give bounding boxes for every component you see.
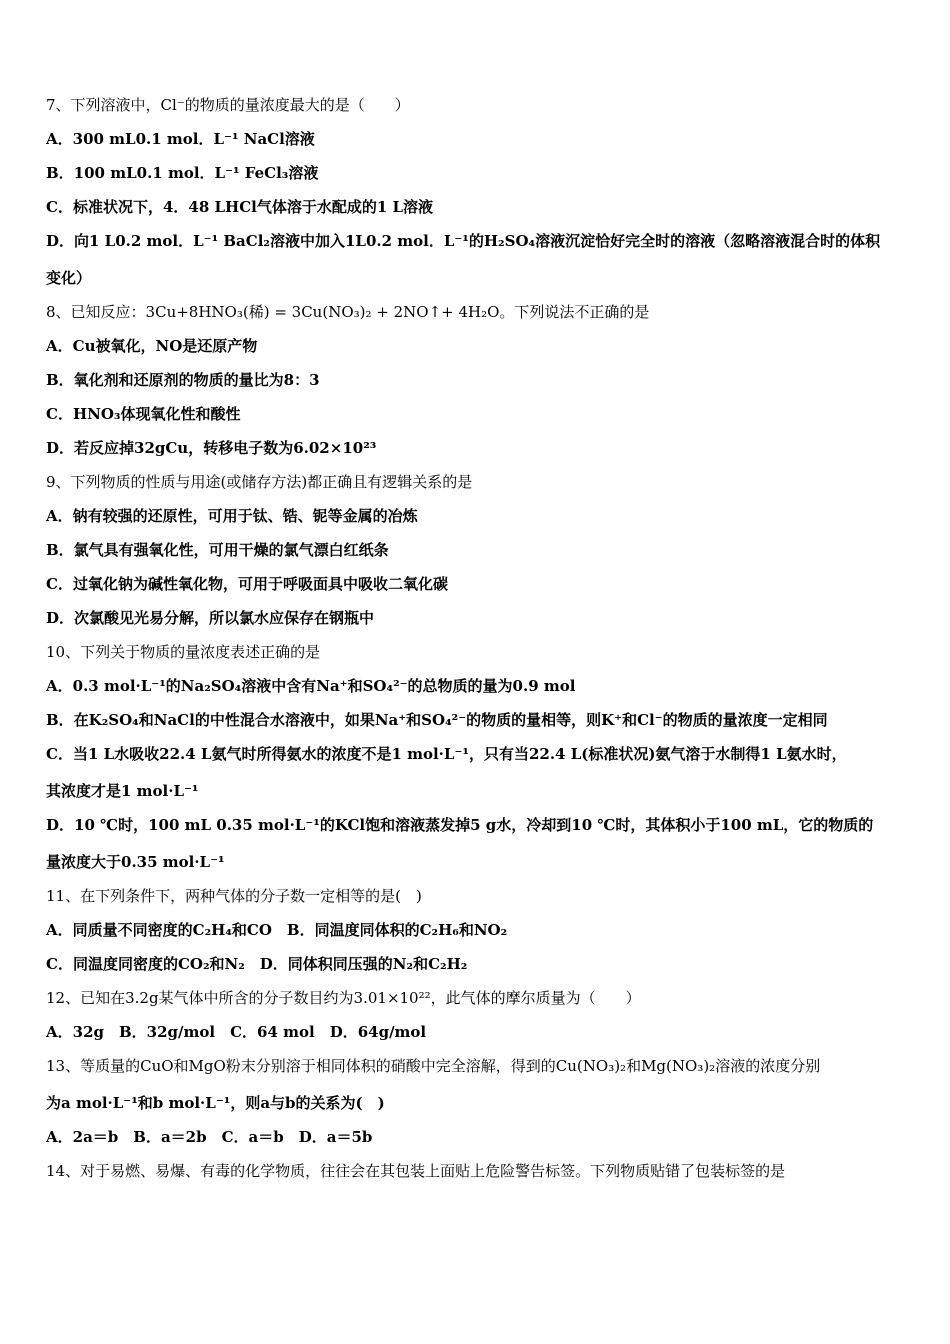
question-7-option-d-cont: 变化）: [46, 269, 92, 287]
question-9-option-c: C．过氧化钠为碱性氧化物，可用于呼吸面具中吸收二氧化碳: [46, 575, 448, 593]
question-8-option-c: C．HNO₃体现氧化性和酸性: [46, 405, 241, 423]
question-8-option-a: A．Cu被氧化，NO是还原产物: [46, 337, 258, 355]
question-7-option-d: D．向1 L0.2 mol．L⁻¹ BaCl₂溶液中加入1L0.2 mol．L⁻¹的H₂SO₄溶液沉淀恰好完全时的溶液（忽略溶液混合时的体积: [46, 232, 881, 250]
question-9-option-d: D．次氯酸见光易分解，所以氯水应保存在钢瓶中: [46, 609, 375, 627]
question-8-option-b: B．氧化剂和还原剂的物质的量比为8：3: [46, 371, 320, 389]
question-8-stem: 8、已知反应：3Cu+8HNO₃(稀) = 3Cu(NO₃)₂ + 2NO↑+ 4H₂O。下列说法不正确的是: [46, 303, 650, 321]
question-12-stem: 12、已知在3.2g某气体中所含的分子数目约为3.01×10²²，此气体的摩尔质量为（ ）: [46, 989, 641, 1007]
question-13-stem-cont: 为a mol·L⁻¹和b mol·L⁻¹，则a与b的关系为( ): [46, 1094, 385, 1112]
question-7-option-a: A．300 mL0.1 mol．L⁻¹ NaCl溶液: [46, 130, 315, 148]
question-7-option-b: B．100 mL0.1 mol．L⁻¹ FeCl₃溶液: [46, 164, 319, 182]
question-13-options: A．2a＝b B．a＝2b C．a＝b D．a＝5b: [46, 1128, 373, 1146]
question-14-stem: 14、对于易燃、易爆、有毒的化学物质，往往会在其包装上面贴上危险警告标签。下列物质贴错了包装标签的是: [46, 1162, 786, 1180]
question-11-options-ab: A．同质量不同密度的C₂H₄和CO B．同温度同体积的C₂H₆和NO₂: [46, 921, 508, 939]
question-13-stem: 13、等质量的CuO和MgO粉末分别溶于相同体积的硝酸中完全溶解，得到的Cu(NO₃)₂和Mg(NO₃)₂溶液的浓度分别: [46, 1057, 821, 1075]
question-9-option-a: A．钠有较强的还原性，可用于钛、锆、铌等金属的冶炼: [46, 507, 418, 525]
question-10-option-c-cont: 其浓度才是1 mol·L⁻¹: [46, 782, 199, 800]
question-10-option-a: A．0.3 mol·L⁻¹的Na₂SO₄溶液中含有Na⁺和SO₄²⁻的总物质的量为0.9 mol: [46, 677, 576, 695]
question-10-option-b: B．在K₂SO₄和NaCl的中性混合水溶液中，如果Na⁺和SO₄²⁻的物质的量相等，则K⁺和Cl⁻的物质的量浓度一定相同: [46, 711, 828, 729]
question-11-options-cd: C．同温度同密度的CO₂和N₂ D．同体积同压强的N₂和C₂H₂: [46, 955, 468, 973]
question-7-stem: 7、下列溶液中，Cl⁻的物质的量浓度最大的是（ ）: [46, 96, 410, 114]
question-10-option-d: D．10 ℃时，100 mL 0.35 mol·L⁻¹的KCl饱和溶液蒸发掉5 g水，冷却到10 ℃时，其体积小于100 mL，它的物质的: [46, 816, 874, 834]
question-9-option-b: B．氯气具有强氧化性，可用干燥的氯气漂白红纸条: [46, 541, 389, 559]
question-11-stem: 11、在下列条件下，两种气体的分子数一定相等的是( ): [46, 887, 422, 905]
question-9-stem: 9、下列物质的性质与用途(或储存方法)都正确且有逻辑关系的是: [46, 473, 473, 491]
question-10-stem: 10、下列关于物质的量浓度表述正确的是: [46, 643, 321, 661]
exam-page: [46, 96, 908, 1196]
question-7-option-c: C．标准状况下，4．48 LHCl气体溶于水配成的1 L溶液: [46, 198, 434, 216]
question-10-option-c: C．当1 L水吸收22.4 L氨气时所得氨水的浓度不是1 mol·L⁻¹，只有当22.4 L(标准状况)氨气溶于水制得1 L氨水时，: [46, 745, 847, 763]
question-8-option-d: D．若反应掉32gCu，转移电子数为6.02×10²³: [46, 439, 377, 457]
question-12-options: A．32g B．32g/mol C．64 mol D．64g/mol: [46, 1023, 427, 1041]
question-10-option-d-cont: 量浓度大于0.35 mol·L⁻¹: [46, 853, 225, 871]
